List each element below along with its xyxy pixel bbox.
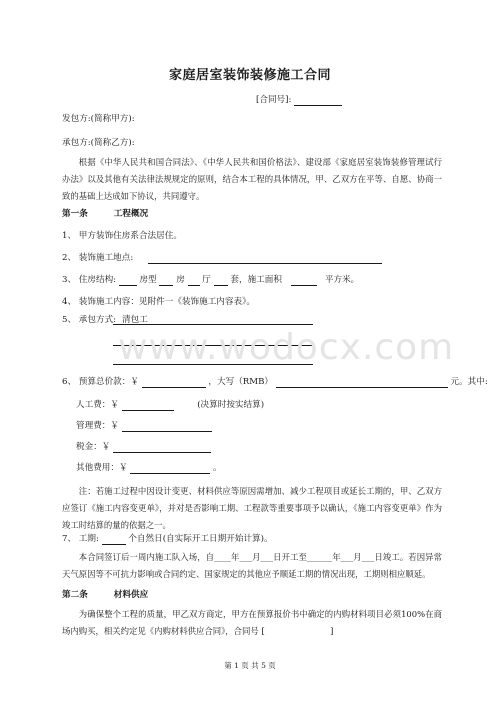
item-7-text: 个自然日(自实际开工日期开始计算)。 — [128, 534, 273, 544]
item-1: 1、 甲方装饰住房系合法居住。 — [62, 231, 182, 241]
item-6-suffix: 元。其中: — [450, 377, 488, 387]
management-fee-label: 管理费：￥ — [76, 421, 119, 431]
other-fee-label: 其他费用：￥ — [76, 463, 128, 473]
budget-capital-blank[interactable] — [276, 377, 448, 388]
schedule-paragraph: 本合同签订后一周内施工队入场，自____年___月___日开工至______年___月___日竣工。若因异常天气原因等不可抗力影响或合同约定、国家规定的其他应予顺延工期的情况出现，工期则相应顺延。 — [62, 552, 442, 579]
labor-cost-line — [76, 400, 264, 411]
article-1-number: 第一条 — [62, 209, 88, 219]
party-b-line: 承包方:(简称乙方): — [62, 138, 135, 148]
item-3-room-type: 房型 — [139, 275, 157, 285]
item-2-label: 2、 装饰施工地点: — [62, 253, 134, 263]
item-3-unit: 平方米。 — [324, 275, 360, 285]
labor-cost-note: (决算时按实结算) — [197, 400, 265, 410]
page-footer: 第 1 页 共 5 页 — [224, 661, 276, 670]
party-a-line: 发包方:(简称甲方): — [62, 114, 135, 124]
item-3-label: 3、 住房结构: — [62, 275, 117, 285]
contract-mode-blank[interactable] — [113, 324, 313, 325]
other-fee-end: 。 — [213, 463, 222, 473]
address-blank[interactable] — [148, 263, 382, 264]
rooms-blank[interactable] — [159, 275, 173, 286]
labor-cost-blank[interactable] — [122, 400, 174, 411]
item-3 — [62, 275, 359, 286]
article-1-name: 工程概况 — [113, 209, 149, 219]
article-2-number: 第二条 — [62, 590, 88, 600]
tax-blank[interactable] — [113, 442, 211, 453]
halls-blank[interactable] — [188, 275, 200, 286]
other-fee-blank[interactable] — [130, 463, 210, 474]
contract-number-label: [合同号]: — [256, 95, 292, 105]
article-2-name: 材料供应 — [113, 590, 149, 600]
tax-label: 税金：￥ — [76, 442, 111, 452]
article-2-heading — [62, 590, 148, 601]
contract-number-line — [256, 95, 342, 106]
item-3-area-label: 套，施工面积 — [230, 275, 282, 285]
item-5-label: 5、 承包方式: — [62, 315, 117, 325]
item-7 — [62, 534, 273, 545]
item-6-capital-label: ，大写（RMB） — [208, 377, 273, 387]
duration-blank[interactable] — [102, 534, 126, 545]
item-5-value: 清包工 — [122, 315, 148, 325]
materials-text: 为确保整个工程的质量，甲乙双方商定，甲方在预算报价书中确定的内购材料项目必须100%在商场内购买，相关约定见《内购材料供应合同》，合同号 [ — [62, 609, 442, 636]
contract-number-close: ] — [330, 626, 334, 636]
suites-blank[interactable] — [214, 275, 228, 286]
item-3-hall: 厅 — [202, 275, 211, 285]
item-6 — [62, 377, 488, 388]
labor-cost-label: 人工费：￥ — [76, 400, 119, 410]
article-1-heading — [62, 209, 148, 220]
structure-blank[interactable] — [119, 275, 137, 286]
budget-amount-blank[interactable] — [142, 377, 206, 388]
area-blank[interactable] — [291, 275, 317, 286]
contract-number-blank[interactable] — [294, 95, 342, 106]
item-7-label: 7、 工期: — [62, 534, 99, 544]
watermark: www.wodocx.com — [118, 327, 455, 368]
preamble-paragraph: 根据《中华人民共和国合同法》、《中华人民共和国价格法》、建设部《家庭居室装饰装修管理试行办法》以及其他有关法律法规规定的原则，结合本工程的具体情况，甲、乙双方在平等、自愿、协商一致的基础上达成如下协议，共同遵守。 — [62, 157, 442, 201]
materials-paragraph — [62, 606, 442, 640]
document-title: 家庭居室装饰装修施工合同 — [168, 68, 331, 83]
item-3-room: 房 — [176, 275, 185, 285]
management-fee-line — [76, 421, 212, 432]
other-fee-line — [76, 463, 222, 474]
management-fee-blank[interactable] — [122, 421, 212, 432]
item-6-label: 6、 预算总价款：￥ — [62, 377, 139, 387]
change-note-paragraph: 注：若施工过程中因设计变更、材料供应等原因需增加、减少工程项目或延长工期的，甲、乙双方应签订《施工内容变更单》，并对是否影响工期、工程款等重要事项予以确认，《施工内容变更单》作为竣工时结算的量的依据之一。 — [62, 486, 442, 530]
tax-line — [76, 442, 211, 453]
item-4: 4、 装饰施工内容：见附件一《装饰施工内容表》。 — [62, 297, 255, 307]
